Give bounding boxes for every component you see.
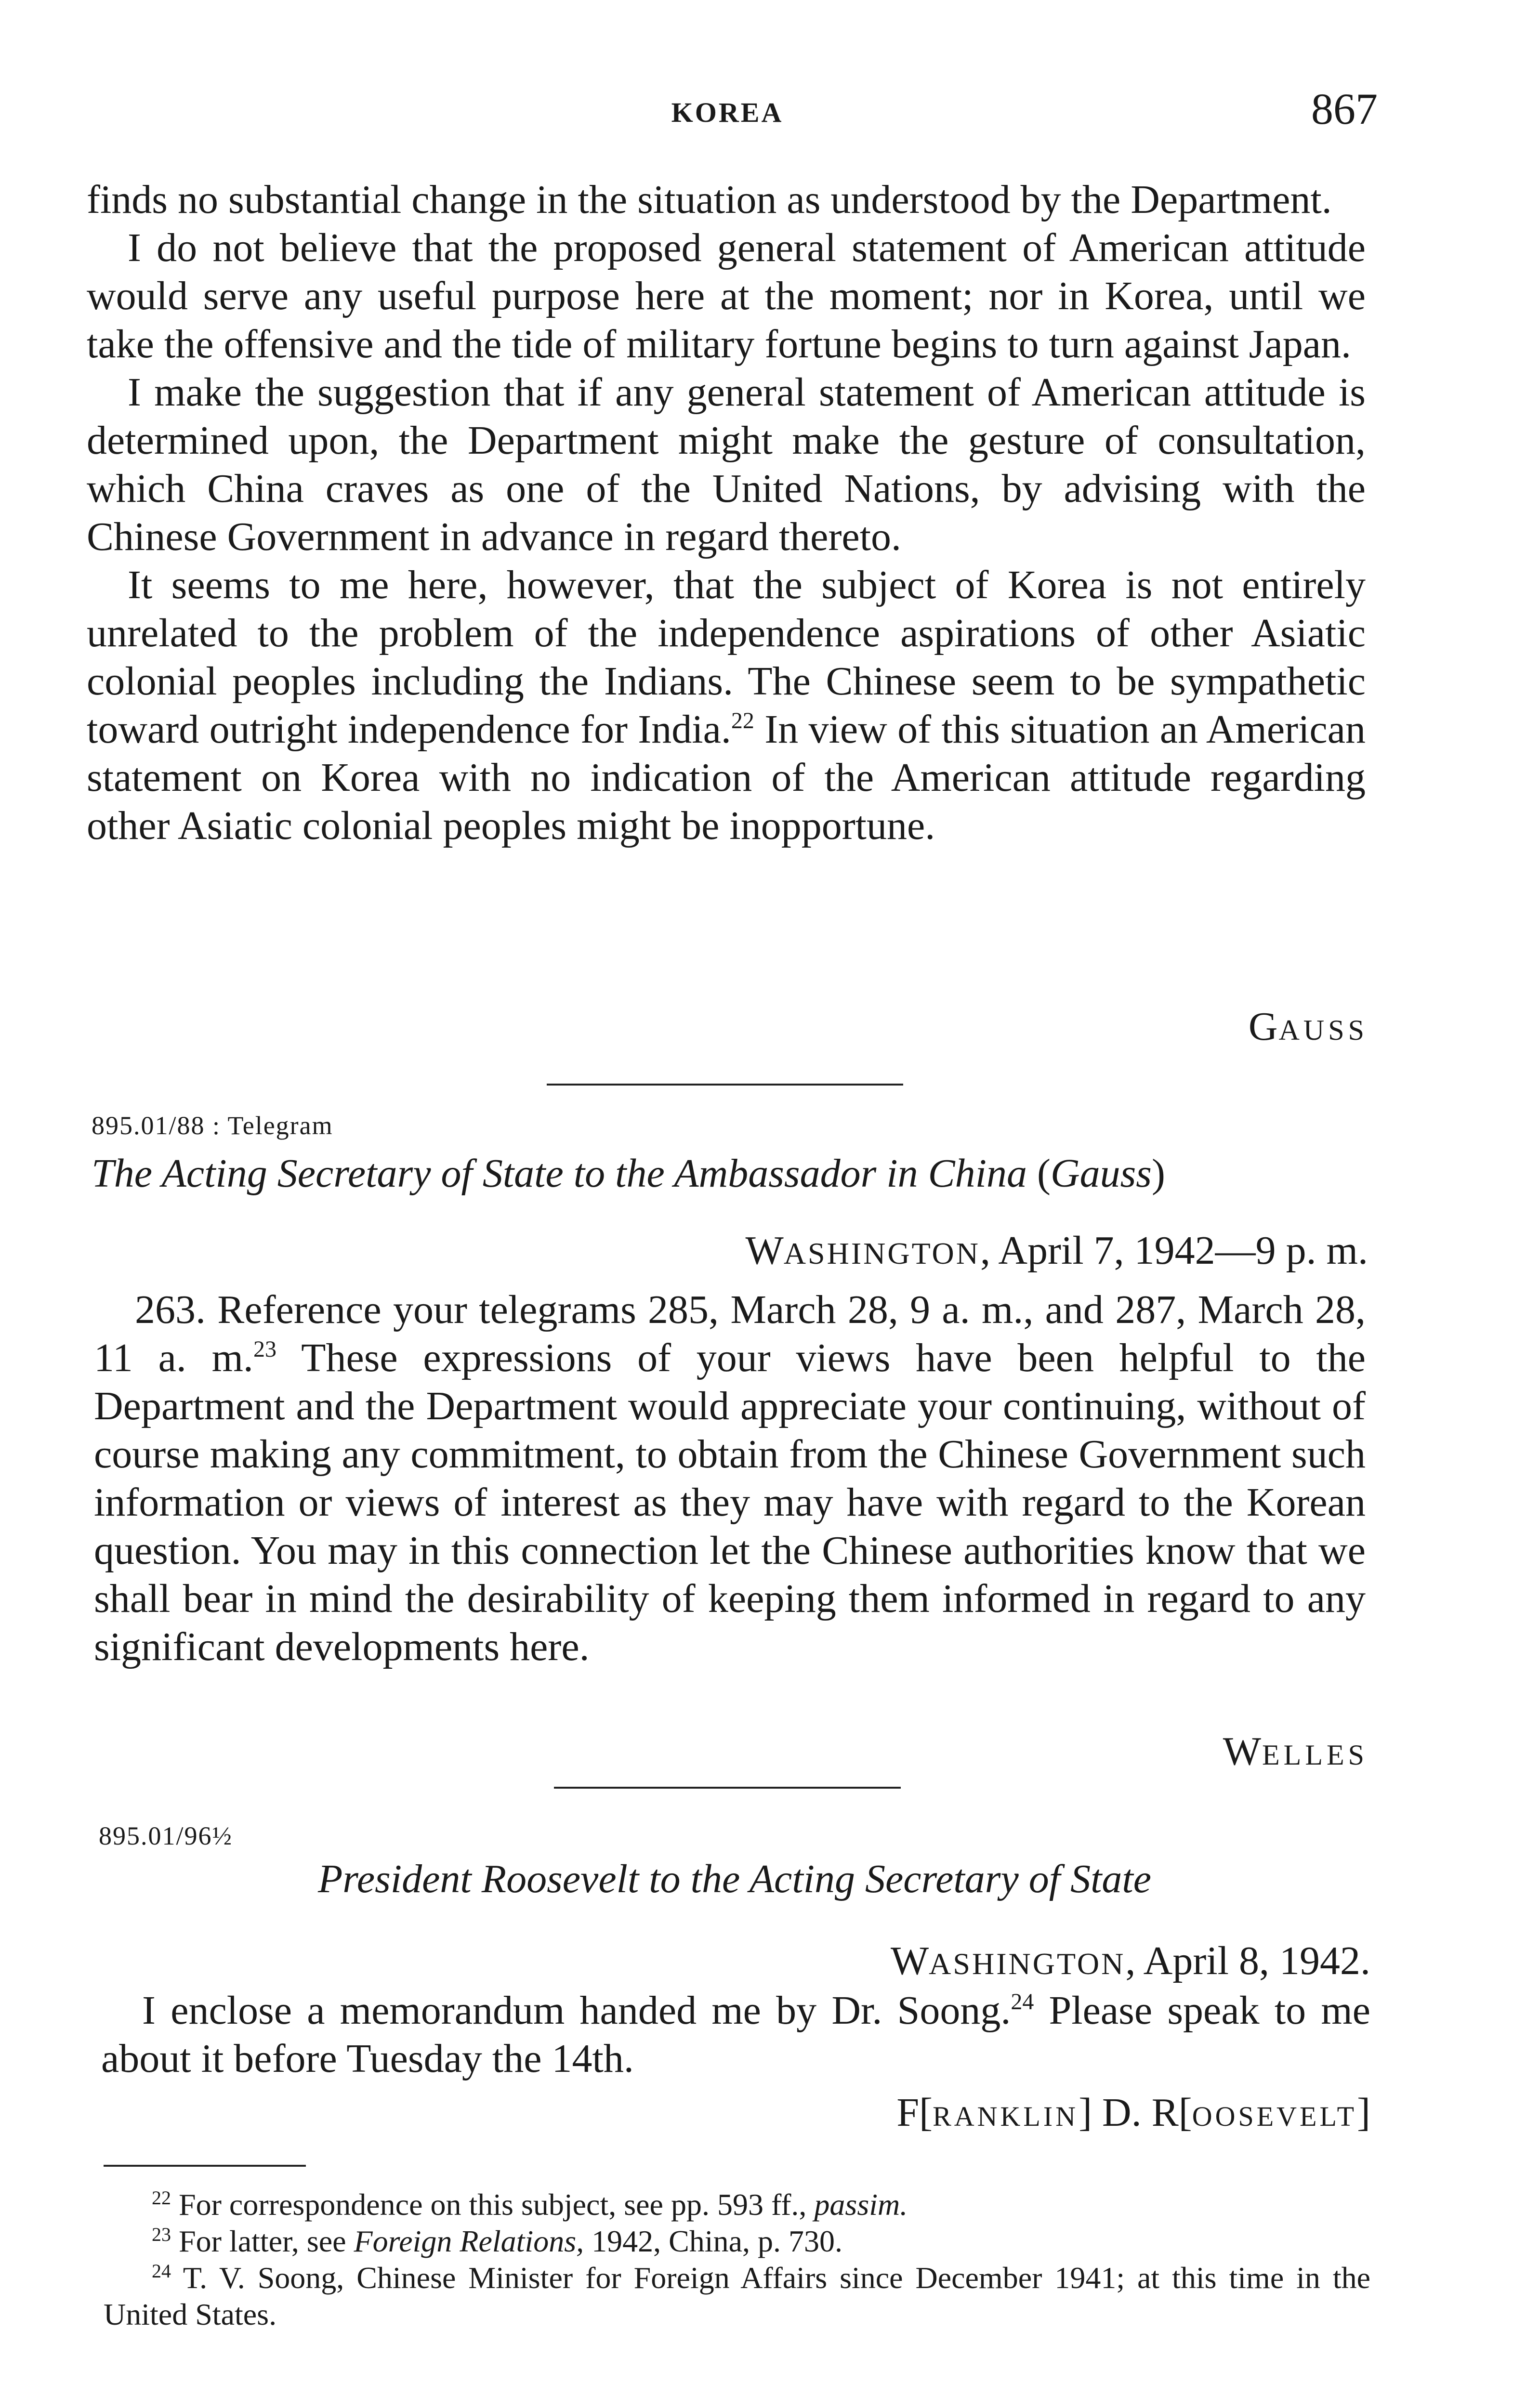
dateline: WASHINGTON, April 7, 1942—9 p. m. bbox=[745, 1228, 1368, 1273]
continued-letter-body bbox=[87, 176, 1366, 850]
footnote-ref: 23 bbox=[253, 1336, 276, 1362]
paragraph bbox=[87, 561, 1366, 850]
section-divider bbox=[554, 1787, 901, 1789]
signature-roosevelt: F[RANKLIN] D. R[OOSEVELT] bbox=[896, 2090, 1370, 2135]
file-reference: 895.01/96½ bbox=[99, 1821, 233, 1850]
telegram-body bbox=[94, 1286, 1366, 1671]
signature-welles: WELLES bbox=[1223, 1729, 1368, 1774]
file-reference: 895.01/88 : Telegram bbox=[92, 1111, 333, 1140]
dateline: WASHINGTON, April 8, 1942. bbox=[890, 1938, 1370, 1983]
footnote-rule bbox=[104, 2165, 306, 2167]
footnote: $^{24}$ T. V. Soong, Chinese Minister for Foreign Affairs since December 1941; at this time in the United States. bbox=[104, 2260, 1370, 2331]
section-divider bbox=[547, 1084, 903, 1086]
paragraph-text: In view of this situation an American statement on Korea with no indication of the American attitude regarding other Asiatic colonial peoples might be inopportune. bbox=[87, 707, 1366, 848]
memo-body bbox=[101, 1987, 1370, 2083]
page-number: 867 bbox=[1311, 84, 1378, 133]
footnote: $^{22}$ For correspondence on this subject, see pp. 593 ff., passim. bbox=[152, 2187, 908, 2222]
paragraph: 263. Reference your telegrams 285, March 28, 9 a. m., and 287, March 28, 11 a. m.$^{23}$ These expressions of your views have been helpful to the Department and the Department would appreciate your continuing, without of course making any commitment, to obtain from the Chinese Government such information or views of interest as they may have with regard to the Korean question. You may in this connection let the Chinese authorities know that we shall bear in mind the desirability of keeping them informed in regard to any significant developments here. bbox=[94, 1287, 1366, 1669]
paragraph: finds no substantial change in the situation as understood by the Department. bbox=[87, 177, 1332, 222]
footnote-ref: 22 bbox=[731, 708, 754, 733]
paragraph-text: It seems to me here, however, that the subject of Korea is not entirely unrelated to the problem of the independence aspirations of other Asiatic colonial peoples including the Indians. The Chinese seem to be sympathetic toward outright independence for India. bbox=[87, 563, 1366, 752]
paragraph: I make the suggestion that if any general statement of American attitude is determined upon, the Department might make the gesture of consultation, which China craves as one of the United Nations, by advising with the Chinese Government in advance in regard thereto. bbox=[87, 370, 1366, 559]
footnote-ref: 24 bbox=[1011, 1989, 1034, 2015]
paragraph: I do not believe that the proposed general statement of American attitude would serve any useful purpose here at the moment; nor in Korea, until we take the offensive and the tide of military fortune begins to turn against Japan. bbox=[87, 225, 1366, 366]
footnote: $^{23}$ For latter, see Foreign Relations, 1942, China, p. 730. bbox=[152, 2224, 842, 2258]
paragraph: I enclose a memorandum handed me by Dr. Soong.$^{24}$ Please speak to me about it before Tuesday the 14th. bbox=[101, 1988, 1371, 2081]
signature-gauss: GAUSS bbox=[1248, 1004, 1368, 1049]
document-title: President Roosevelt to the Acting Secretary of State bbox=[317, 1857, 1152, 1901]
document-title: The Acting Secretary of State to the Ambassador in China (Gauss) bbox=[92, 1151, 1165, 1196]
footnotes bbox=[104, 2186, 1370, 2333]
running-head: KOREA bbox=[671, 97, 784, 128]
